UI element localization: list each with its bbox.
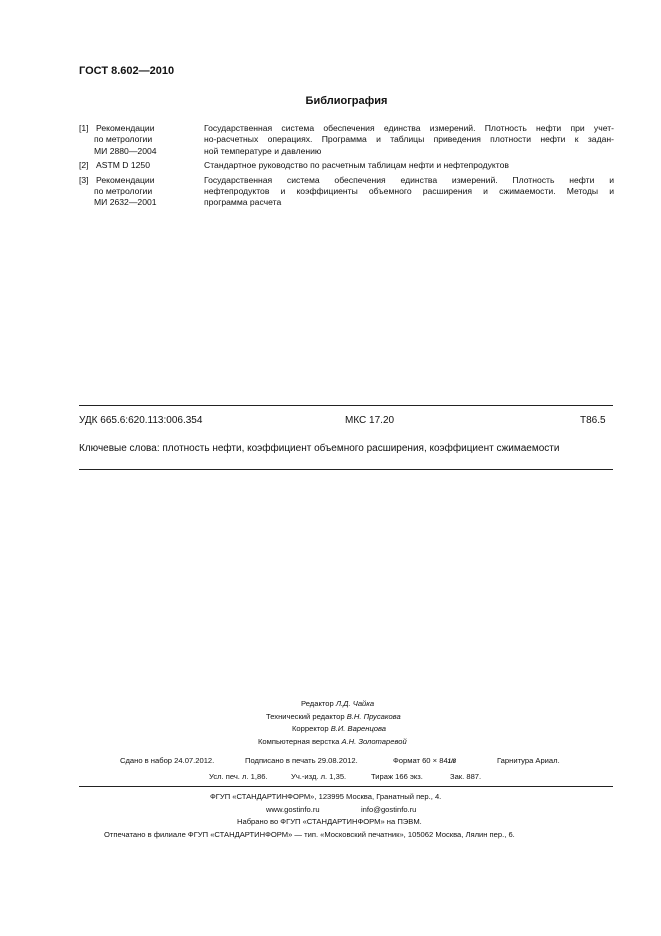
typesetting-note: Набрано во ФГУП «СТАНДАРТИНФОРМ» на ПЭВМ.: [237, 817, 422, 827]
keywords: Ключевые слова: плотность нефти, коэффициент объемного расширения, коэффициент сжимаемости: [79, 443, 560, 454]
udk-code: УДК 665.6:620.113:006.354: [79, 415, 203, 426]
okstu-code: Т86.5: [580, 415, 606, 426]
reference-number: [3]: [79, 174, 89, 185]
reference-number: [1]: [79, 123, 89, 133]
mks-code: МКС 17.20: [345, 415, 395, 426]
reference-source: [2] ASTM D 1250: [79, 160, 150, 171]
print-sheets: Усл. печ. л. 1,86.: [209, 772, 268, 781]
document-designation: ГОСТ 8.602—2010: [79, 65, 175, 77]
reference-source: [3] Рекомендации по метрологии МИ 2632—2001: [79, 174, 157, 208]
bibliography-entry: [79, 175, 614, 209]
tech-editor-line: Технический редактор В.Н. Прусакова: [266, 711, 401, 721]
format-info: Формат 60 × 841/8: [393, 756, 457, 765]
divider: [79, 786, 613, 787]
reference-title: Государственная система обеспечения единства измерений. Плотность нефти и нефтепродуктов и коэффициенты объемного расширения и сжимаемости. Методы и программа расчета: [204, 174, 614, 208]
reference-number: [2]: [79, 160, 89, 171]
reference-title: Государственная система обеспечения единства измерений. Плотность нефти при учет- но-расчетных операциях. Программа и таблицы приведения плотности нефти к задан- ной температуре и давлению: [204, 123, 614, 156]
bibliography-title: Библиография: [305, 95, 388, 107]
typeface-info: Гарнитура Ариал.: [497, 756, 560, 765]
bibliography-list: [79, 123, 614, 212]
bibliography-entry: [79, 123, 614, 157]
bibliography-entry: [79, 160, 614, 171]
editor-line: Редактор Л.Д. Чайка: [301, 699, 375, 708]
corrector-line: Корректор В.И. Варенцова: [292, 724, 387, 734]
divider: [79, 405, 613, 406]
layout-line: Компьютерная верстка А.Н. Золотаревой: [258, 736, 407, 746]
order-number: Зак. 887.: [450, 772, 482, 781]
pub-sheets: Уч.-изд. л. 1,35.: [291, 772, 347, 781]
reference-title: Стандартное руководство по расчетным таблицам нефти и нефтепродуктов: [204, 160, 509, 171]
set-date: Сдано в набор 24.07.2012.: [120, 756, 215, 765]
divider: [79, 469, 613, 470]
reference-source: [1] Рекомендации по метрологии МИ 2880—2004: [79, 123, 157, 156]
printing-note: Отпечатано в филиале ФГУП «СТАНДАРТИНФОРМ» — тип. «Московский печатник», 105062 Москва, Лялин пер., 6.: [104, 829, 515, 839]
publisher-address: ФГУП «СТАНДАРТИНФОРМ», 123995 Москва, Гранатный пер., 4.: [210, 792, 442, 801]
circulation: Тираж 166 экз.: [371, 772, 423, 781]
publisher-email[interactable]: info@gostinfo.ru: [361, 804, 417, 814]
sign-date: Подписано в печать 29.08.2012.: [245, 756, 358, 765]
publisher-website[interactable]: www.gostinfo.ru: [266, 804, 320, 814]
